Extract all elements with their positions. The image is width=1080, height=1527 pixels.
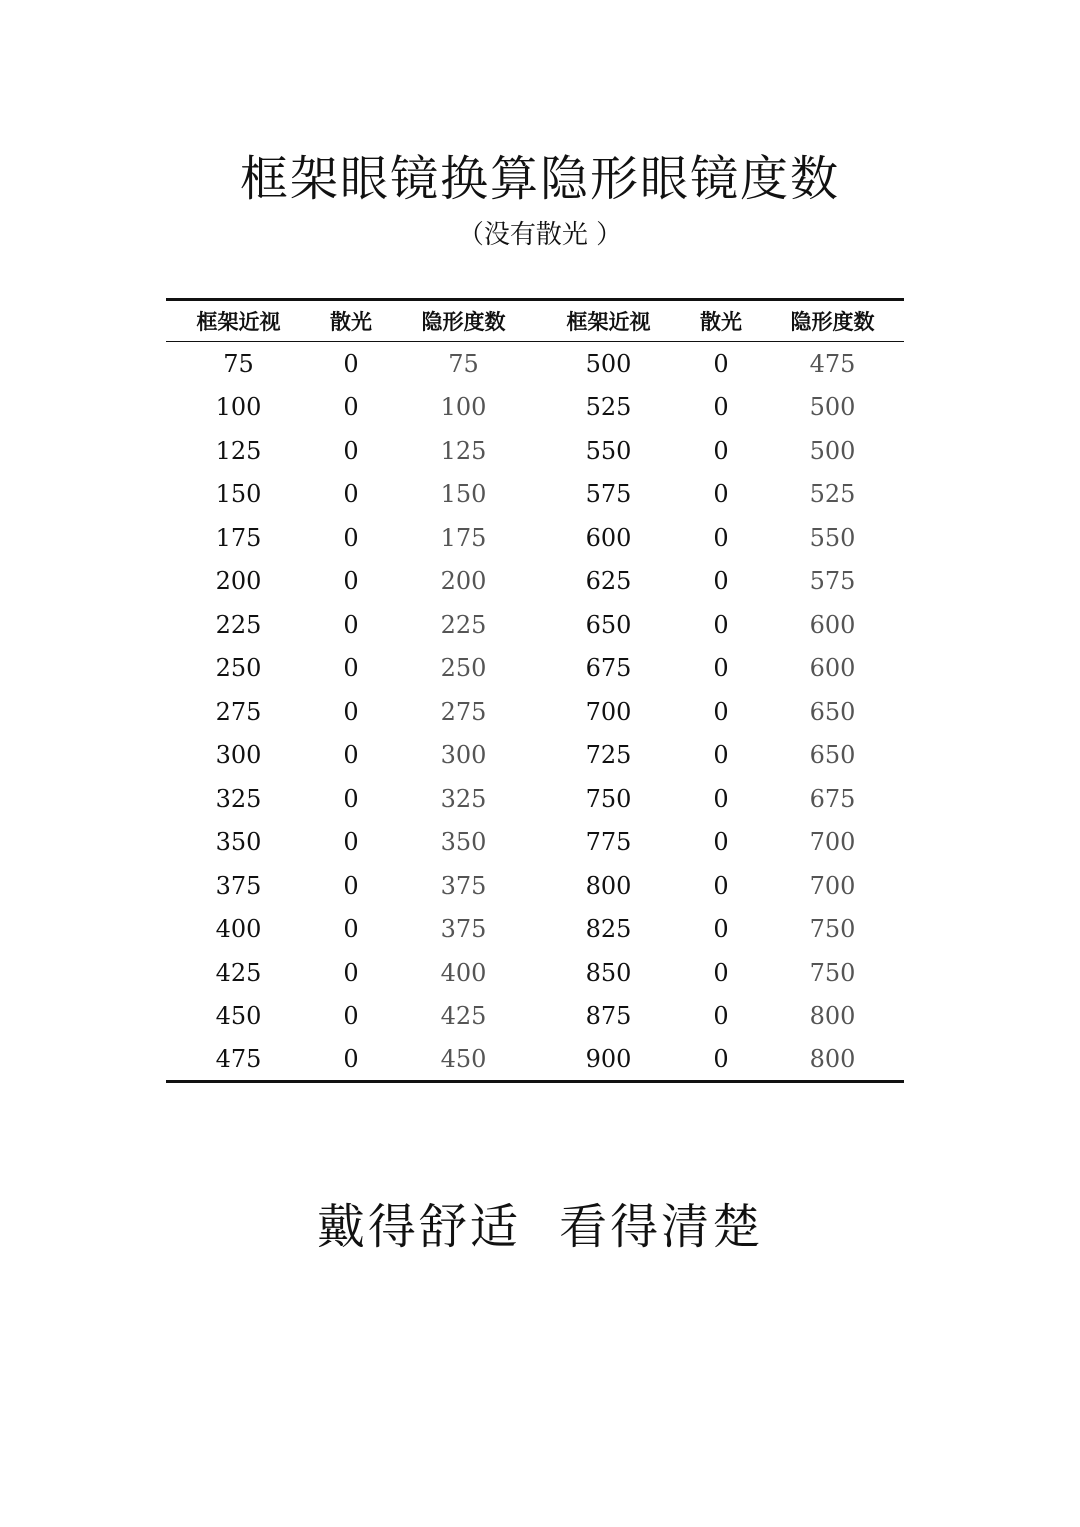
cell-contact-power: 450: [440, 1045, 487, 1073]
cell-astigmatism: 0: [343, 523, 359, 552]
cell-contact-power: 100: [440, 393, 487, 422]
table-row: [166, 342, 904, 386]
slogan: 戴得舒适 看得清楚: [316, 1199, 764, 1255]
cell-contact-power: 375: [440, 871, 487, 900]
cell-astigmatism: 0: [713, 871, 729, 900]
cell-astigmatism: 0: [713, 436, 729, 465]
cell-astigmatism: 0: [713, 784, 729, 813]
cell-frame-myopia: 275: [215, 697, 262, 726]
cell-astigmatism: 0: [713, 480, 729, 509]
table-row: [166, 908, 904, 952]
cell-frame-myopia: 725: [585, 741, 632, 770]
cell-frame-myopia: 525: [585, 393, 632, 422]
cell-contact-power: 75: [448, 349, 479, 378]
cell-contact-power: 350: [440, 828, 487, 857]
cell-astigmatism: 0: [713, 741, 729, 770]
cell-frame-myopia: 225: [215, 610, 262, 639]
cell-contact-power: 700: [809, 828, 856, 857]
cell-frame-myopia: 675: [585, 654, 632, 683]
header-astigmatism-right: 散光: [700, 310, 742, 334]
cell-astigmatism: 0: [713, 828, 729, 857]
cell-frame-myopia: 750: [585, 784, 632, 813]
cell-contact-power: 325: [440, 784, 487, 813]
cell-contact-power: 400: [440, 958, 487, 987]
header-contact-power-right: 隐形度数: [790, 310, 875, 334]
cell-frame-myopia: 900: [585, 1045, 632, 1073]
cell-frame-myopia: 425: [215, 958, 262, 987]
cell-astigmatism: 0: [713, 1002, 729, 1031]
cell-contact-power: 675: [809, 784, 856, 813]
cell-astigmatism: 0: [713, 915, 729, 944]
cell-astigmatism: 0: [343, 1045, 359, 1073]
table-row: [166, 473, 904, 517]
cell-contact-power: 500: [809, 393, 856, 422]
cell-frame-myopia: 375: [215, 871, 262, 900]
cell-frame-myopia: 800: [585, 871, 632, 900]
table-row: [166, 386, 904, 430]
cell-astigmatism: 0: [343, 480, 359, 509]
cell-astigmatism: 0: [713, 610, 729, 639]
cell-frame-myopia: 875: [585, 1002, 632, 1031]
table-row: [166, 560, 904, 604]
cell-contact-power: 575: [809, 567, 856, 596]
cell-astigmatism: 0: [343, 349, 359, 378]
page-title: 框架眼镜换算隐形眼镜度数: [239, 151, 840, 207]
cell-frame-myopia: 775: [585, 828, 632, 857]
cell-astigmatism: 0: [343, 393, 359, 422]
cell-astigmatism: 0: [713, 654, 729, 683]
cell-frame-myopia: 200: [215, 567, 262, 596]
cell-contact-power: 125: [440, 436, 487, 465]
table-row: [166, 690, 904, 734]
cell-astigmatism: 0: [343, 1002, 359, 1031]
cell-frame-myopia: 350: [215, 828, 262, 857]
cell-astigmatism: 0: [713, 1045, 729, 1073]
cell-astigmatism: 0: [343, 567, 359, 596]
cell-frame-myopia: 75: [223, 349, 254, 378]
cell-astigmatism: 0: [713, 523, 729, 552]
table-body: [166, 342, 904, 1082]
cell-contact-power: 225: [440, 610, 487, 639]
cell-frame-myopia: 650: [585, 610, 632, 639]
page-subtitle: （没有散光 ）: [457, 220, 623, 250]
table-row: [166, 429, 904, 473]
cell-contact-power: 800: [809, 1045, 856, 1073]
cell-astigmatism: 0: [343, 828, 359, 857]
header-frame-myopia-right: 框架近视: [566, 310, 651, 334]
cell-contact-power: 300: [440, 741, 487, 770]
cell-frame-myopia: 175: [215, 523, 262, 552]
cell-contact-power: 250: [440, 654, 487, 683]
cell-contact-power: 150: [440, 480, 487, 509]
cell-frame-myopia: 325: [215, 784, 262, 813]
cell-astigmatism: 0: [713, 349, 729, 378]
cell-frame-myopia: 450: [215, 1002, 262, 1031]
header-astigmatism-left: 散光: [330, 310, 372, 334]
cell-contact-power: 375: [440, 915, 487, 944]
cell-astigmatism: 0: [343, 871, 359, 900]
cell-astigmatism: 0: [343, 915, 359, 944]
cell-astigmatism: 0: [343, 958, 359, 987]
cell-astigmatism: 0: [343, 654, 359, 683]
table-row: [166, 864, 904, 908]
cell-frame-myopia: 550: [585, 436, 632, 465]
cell-astigmatism: 0: [713, 393, 729, 422]
cell-frame-myopia: 850: [585, 958, 632, 987]
cell-contact-power: 650: [809, 741, 856, 770]
cell-frame-myopia: 400: [215, 915, 262, 944]
cell-frame-myopia: 125: [215, 436, 262, 465]
cell-frame-myopia: 575: [585, 480, 632, 509]
table-row: [166, 734, 904, 778]
cell-contact-power: 550: [809, 523, 856, 552]
cell-contact-power: 750: [809, 958, 856, 987]
cell-contact-power: 275: [440, 697, 487, 726]
table-row: [166, 647, 904, 691]
cell-frame-myopia: 600: [585, 523, 632, 552]
cell-contact-power: 425: [440, 1002, 487, 1031]
cell-astigmatism: 0: [343, 436, 359, 465]
table-row: [166, 951, 904, 995]
cell-contact-power: 200: [440, 567, 487, 596]
cell-frame-myopia: 825: [585, 915, 632, 944]
table-header-row: [166, 300, 904, 342]
conversion-table: [166, 298, 904, 1083]
cell-astigmatism: 0: [713, 958, 729, 987]
cell-astigmatism: 0: [343, 610, 359, 639]
cell-contact-power: 750: [809, 915, 856, 944]
table-row: [166, 516, 904, 560]
table-row: [166, 603, 904, 647]
cell-frame-myopia: 475: [215, 1045, 262, 1073]
cell-contact-power: 650: [809, 697, 856, 726]
table-row: [166, 777, 904, 821]
cell-frame-myopia: 150: [215, 480, 262, 509]
table-row: [166, 821, 904, 865]
cell-contact-power: 525: [809, 480, 856, 509]
cell-frame-myopia: 625: [585, 567, 632, 596]
cell-frame-myopia: 300: [215, 741, 262, 770]
cell-frame-myopia: 700: [585, 697, 632, 726]
cell-astigmatism: 0: [343, 697, 359, 726]
cell-astigmatism: 0: [713, 567, 729, 596]
cell-contact-power: 500: [809, 436, 856, 465]
table-row: [166, 995, 904, 1039]
cell-frame-myopia: 100: [215, 393, 262, 422]
cell-astigmatism: 0: [343, 784, 359, 813]
cell-contact-power: 600: [809, 610, 856, 639]
table-row: [166, 1038, 904, 1082]
cell-astigmatism: 0: [713, 697, 729, 726]
cell-contact-power: 600: [809, 654, 856, 683]
cell-contact-power: 175: [440, 523, 487, 552]
cell-frame-myopia: 250: [215, 654, 262, 683]
cell-contact-power: 700: [809, 871, 856, 900]
cell-contact-power: 800: [809, 1002, 856, 1031]
cell-contact-power: 475: [809, 349, 856, 378]
header-frame-myopia-left: 框架近视: [196, 310, 281, 334]
cell-astigmatism: 0: [343, 741, 359, 770]
conversion-table-container: [166, 298, 904, 1083]
cell-frame-myopia: 500: [585, 349, 632, 378]
header-contact-power-left: 隐形度数: [421, 310, 506, 334]
